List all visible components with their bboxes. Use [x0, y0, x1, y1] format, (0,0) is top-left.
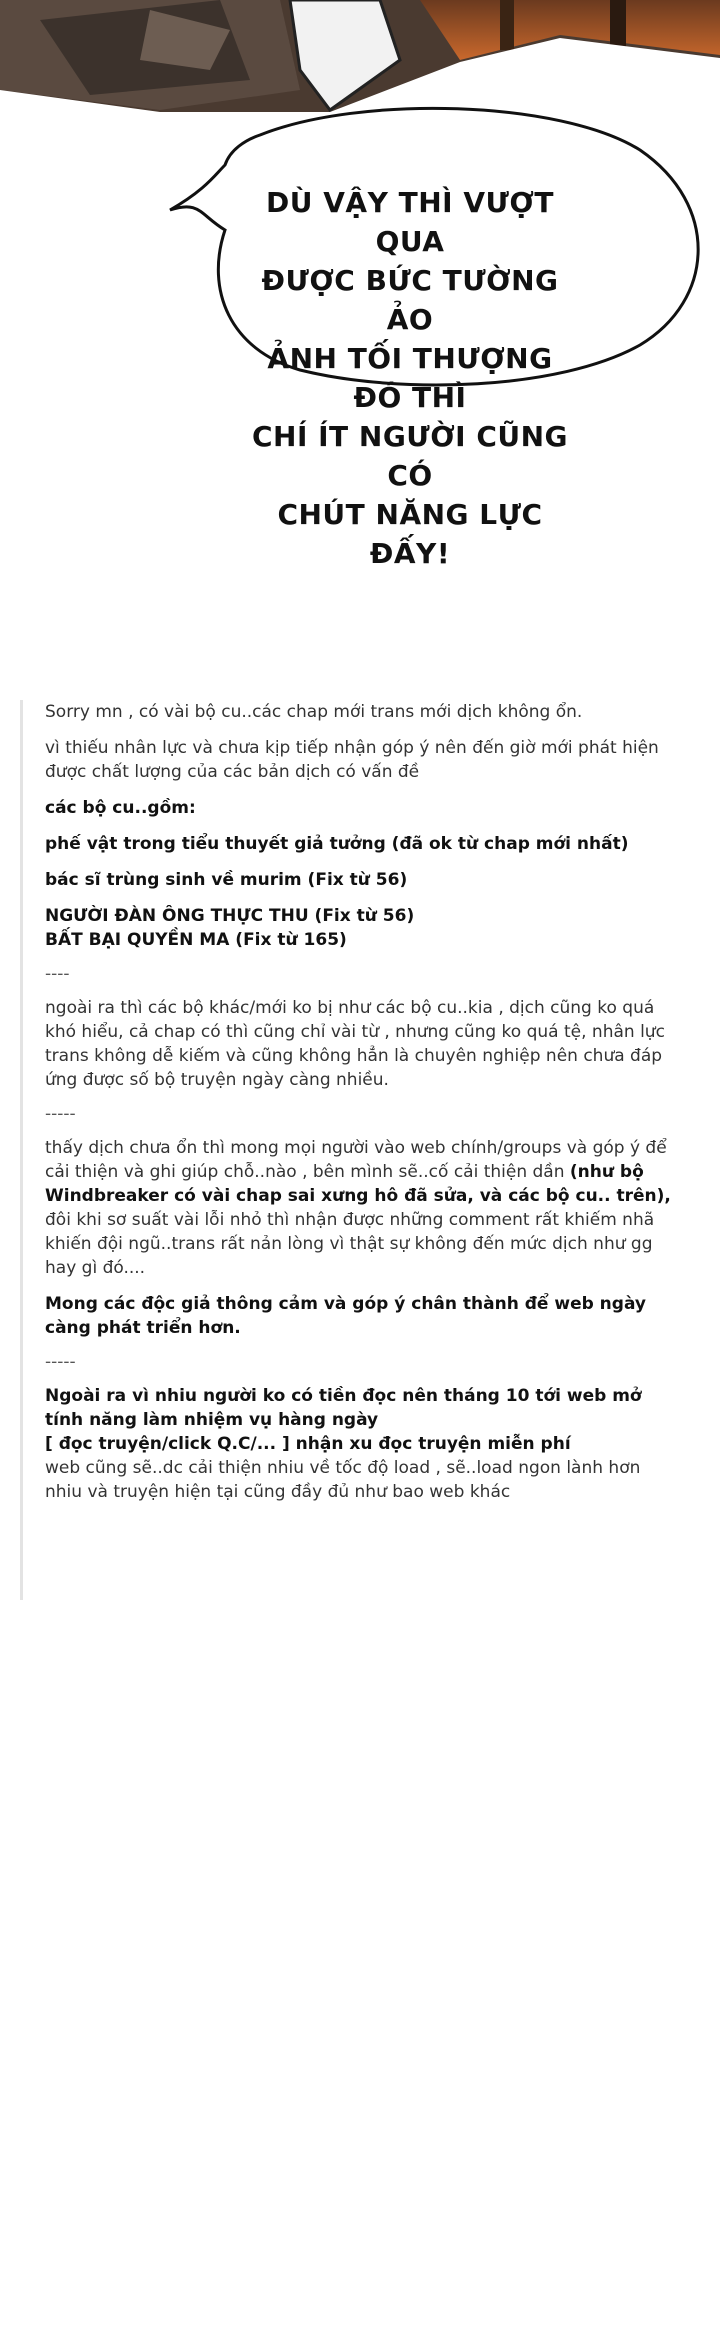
speech-line: ẢNH TỐI THƯỢNG ĐÓ THÌ	[267, 342, 553, 414]
notice-reward-actions: [ đọc truyện/click Q.C/... ]	[45, 1434, 290, 1454]
speech-line: DÙ VẬY THÌ VƯỢT QUA	[266, 186, 554, 258]
comic-panel	[0, 0, 720, 570]
speech-line: ĐƯỢC BỨC TƯỜNG ẢO	[261, 264, 559, 336]
separator: ----	[45, 964, 70, 984]
notice-series-item: phế vật trong tiểu thuyết giả tưởng (đã ok từ chap mới nhất)	[45, 834, 629, 854]
notice-feedback-rest: đôi khi sơ suất vài lỗi nhỏ thì nhận được những comment rất khiếm nhã khiến đội ngũ..trans rất nản lòng vì thật sự không đến mức dịch như gg hay gì đó....	[45, 1210, 655, 1278]
speech-bubble-text	[245, 183, 575, 573]
notice-feedback-text: thấy dịch chưa ổn thì mong mọi người vào web chính/groups và góp ý để cải thiện và ghi giúp chỗ..nào , bên mình sẽ..cố cải thiện dần	[45, 1138, 667, 1182]
notice-apology: Sorry mn , có vài bộ cu..các chap mới trans mới dịch không ổn.	[45, 702, 583, 722]
notice-closing: Mong các độc giả thông cảm và góp ý chân thành để web ngày càng phát triển hơn.	[45, 1294, 646, 1338]
notice-daily-tasks	[45, 1384, 680, 1504]
notice-reward-line	[45, 1432, 680, 1456]
notice-series-group	[45, 904, 680, 952]
notice-series-item: bác sĩ trùng sinh về murim (Fix từ 56)	[45, 870, 408, 890]
speech-line: CHÍ ÍT NGƯỜI CŨNG CÓ	[251, 420, 569, 492]
notice-reason: vì thiếu nhân lực và chưa kịp tiếp nhận góp ý nên đến giờ mới phát hiện được chất lượng của các bản dịch có vấn đề	[45, 738, 659, 782]
notice-feedback	[45, 1136, 680, 1280]
notice-list-heading: các bộ cu..gồm:	[45, 798, 196, 818]
notice-series-item: BẤT BẠI QUYỀN MA (Fix từ 165)	[45, 930, 347, 950]
separator: -----	[45, 1104, 76, 1124]
notice-daily-tasks-intro: Ngoài ra vì nhiu người ko có tiền đọc nên tháng 10 tới web mở tính năng làm nhiệm vụ hàng ngày	[45, 1386, 642, 1430]
separator: -----	[45, 1352, 76, 1372]
notice-reward-text: nhận xu đọc truyện miễn phí	[289, 1434, 571, 1454]
speech-line: CHÚT NĂNG LỰC ĐẤY!	[277, 498, 543, 570]
notice-series-item: NGƯỜI ĐÀN ÔNG THỰC THU (Fix từ 56)	[45, 906, 415, 926]
translator-notice	[20, 700, 680, 1600]
notice-other-series: ngoài ra thì các bộ khác/mới ko bị như các bộ cu..kia , dịch cũng ko quá khó hiểu, cả chap có thì cũng chỉ vài từ , nhưng cũng ko quá tệ, nhân lực trans không dễ kiếm và cũng không hẳn là chuyên nghiệp nên chưa đáp ứng được số bộ truyện ngày càng nhiều.	[45, 998, 665, 1090]
notice-speed-improvement: web cũng sẽ..dc cải thiện nhiu về tốc độ load , sẽ..load ngon lành hơn nhiu và truyện hiện tại cũng đầy đủ như bao web khác	[45, 1458, 641, 1502]
notice-feedback-example: (như bộ Windbreaker có vài chap sai xưng hô đã sửa, và các bộ cu.. trên),	[45, 1162, 671, 1206]
